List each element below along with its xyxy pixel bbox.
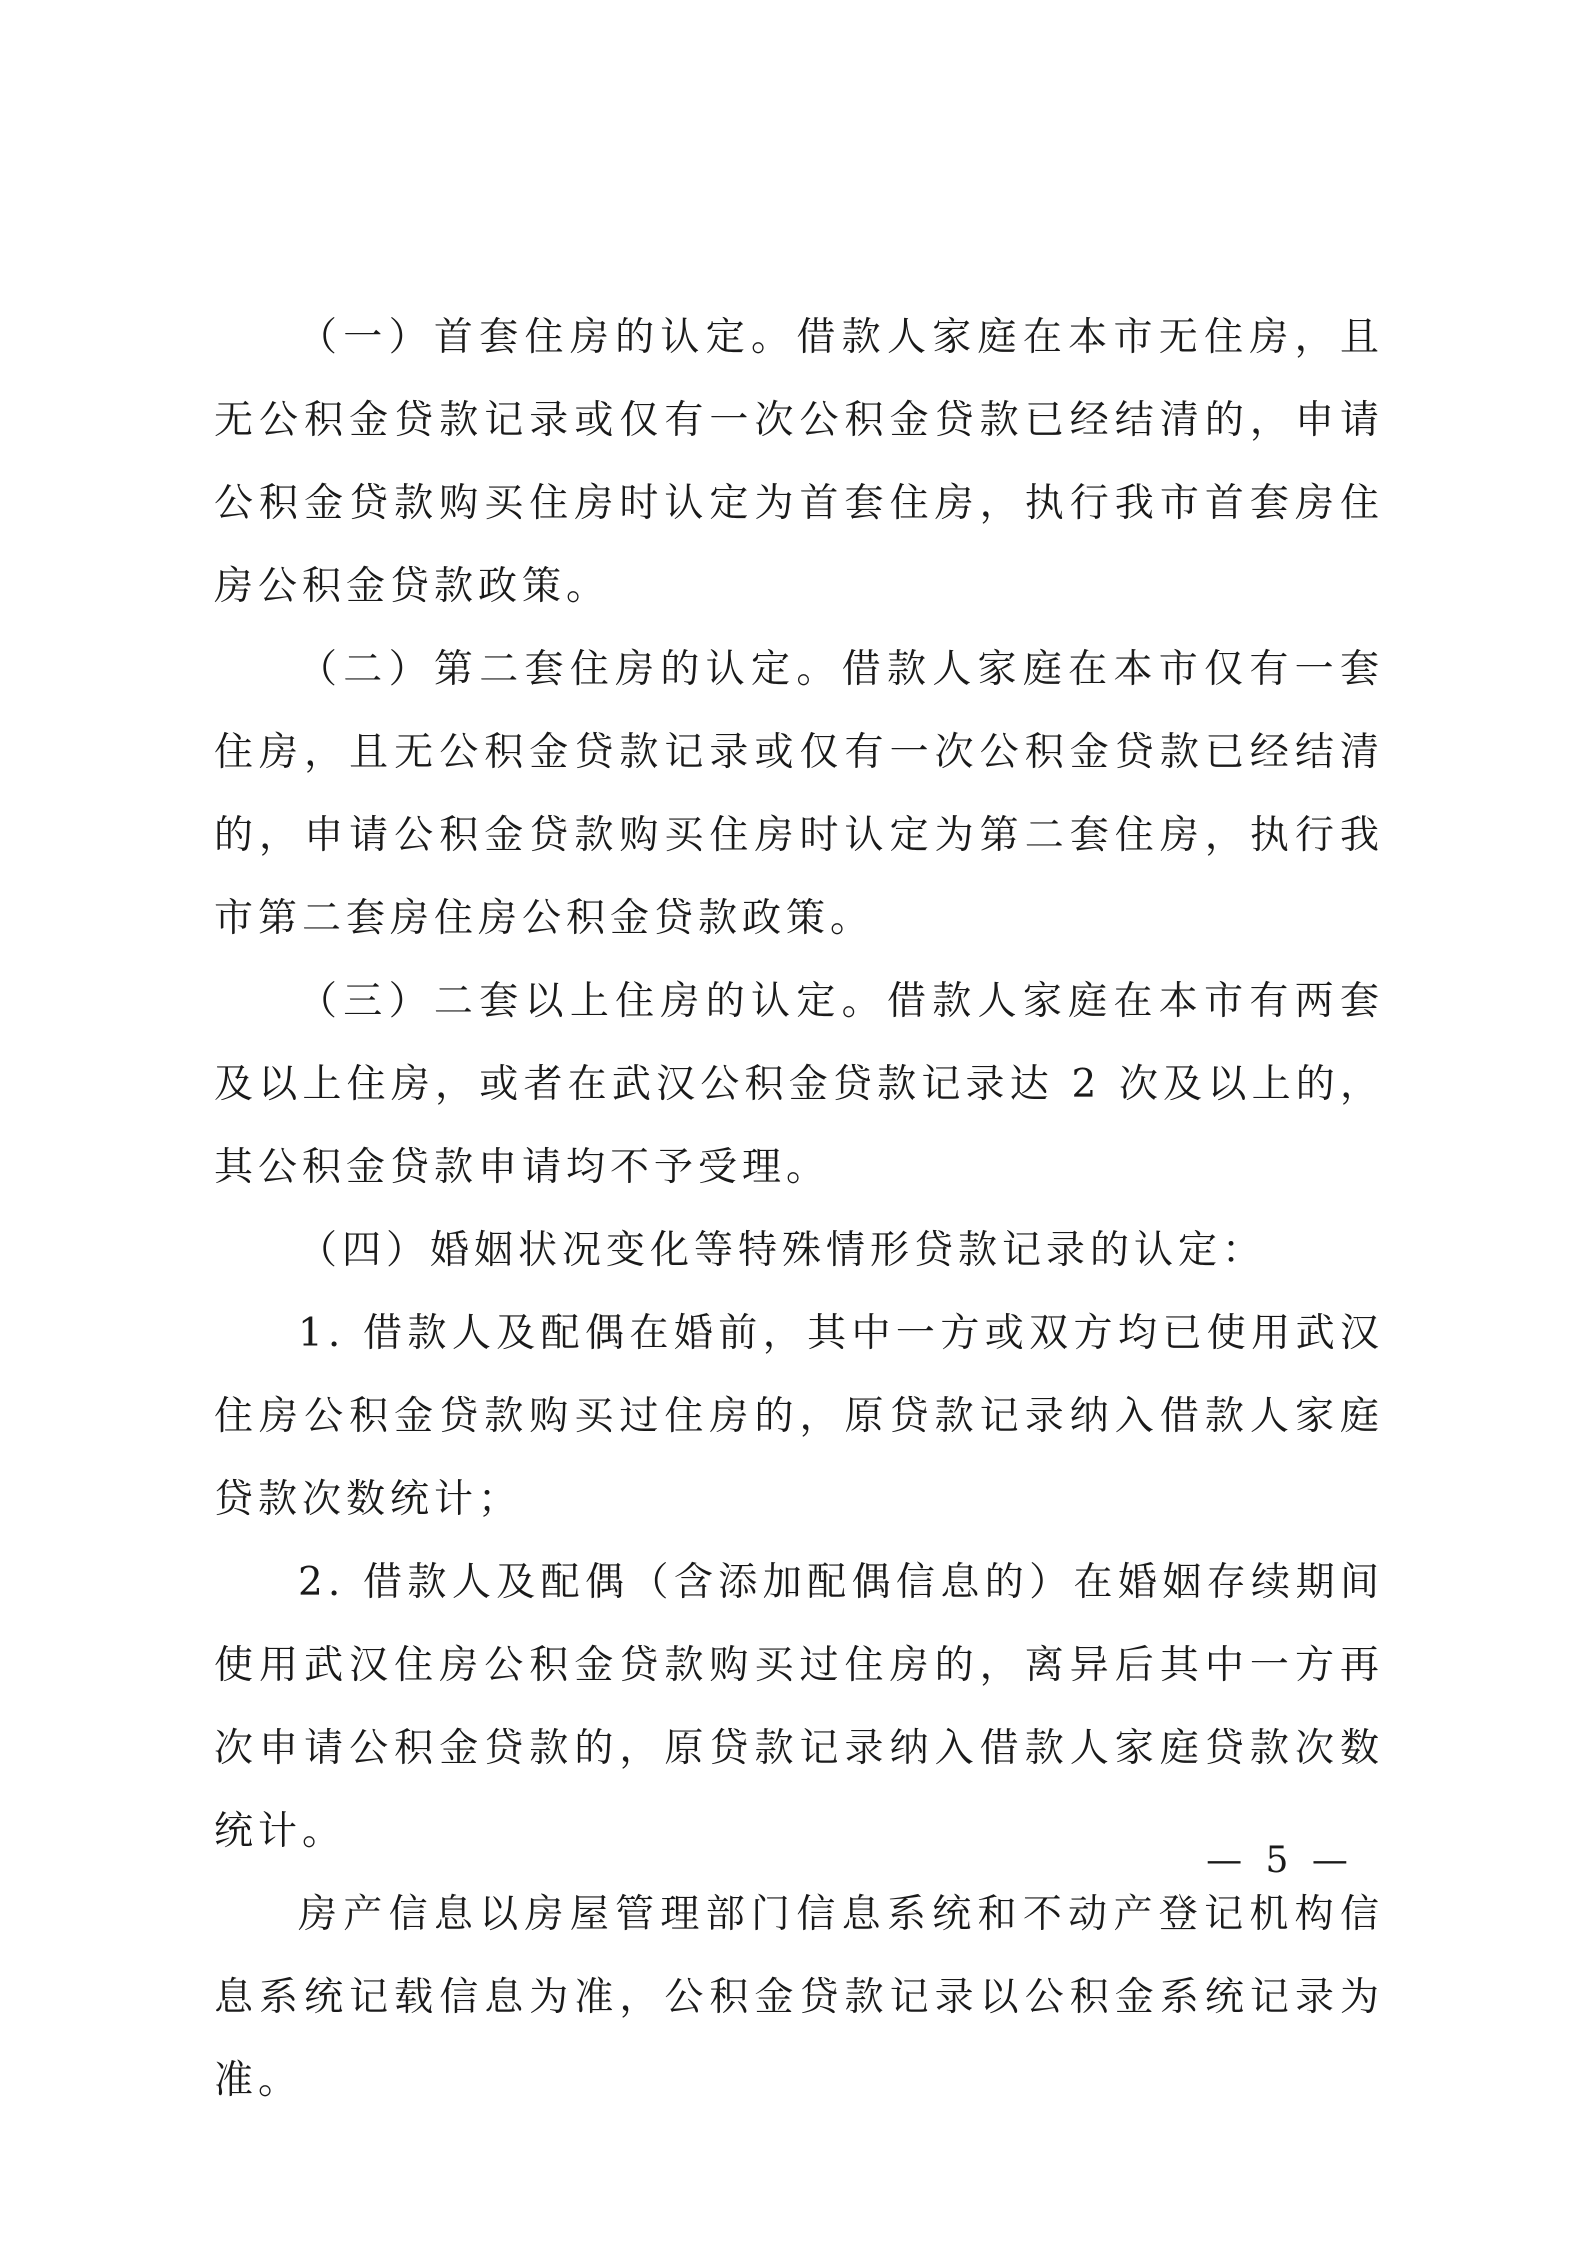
paragraph-more-than-two-homes: （三）二套以上住房的认定。借款人家庭在本市有两套及以上住房，或者在武汉公积金贷款记录达 2 次及以上的，其公积金贷款申请均不予受理。: [214, 979, 1384, 1190]
paragraph-item-2: 2. 借款人及配偶（含添加配偶信息的）在婚姻存续期间使用武汉住房公积金贷款购买过住房的，离异后其中一方再次申请公积金贷款的，原贷款记录纳入借款人家庭贷款次数统计。: [214, 1560, 1384, 1854]
paragraph-item-1: 1. 借款人及配偶在婚前，其中一方或双方均已使用武汉住房公积金贷款购买过住房的，原贷款记录纳入借款人家庭贷款次数统计；: [214, 1311, 1384, 1522]
paragraph-first-home: （一）首套住房的认定。借款人家庭在本市无住房，且无公积金贷款记录或仅有一次公积金贷款已经结清的，申请公积金贷款购买住房时认定为首套住房，执行我市首套房住房公积金贷款政策。: [214, 315, 1384, 609]
paragraph-second-home: （二）第二套住房的认定。借款人家庭在本市仅有一套住房，且无公积金贷款记录或仅有一次公积金贷款已经结清的，申请公积金贷款购买住房时认定为第二套住房，执行我市第二套房住房公积金贷款政策。: [214, 647, 1384, 941]
paragraph-marriage-change: （四）婚姻状况变化等特殊情形贷款记录的认定：: [298, 1228, 1267, 1273]
paragraph-data-source: 房产信息以房屋管理部门信息系统和不动产登记机构信息系统记载信息为准，公积金贷款记录以公积金系统记录为准。: [214, 1892, 1384, 2103]
page-number: — 5 —: [1206, 1840, 1354, 1881]
